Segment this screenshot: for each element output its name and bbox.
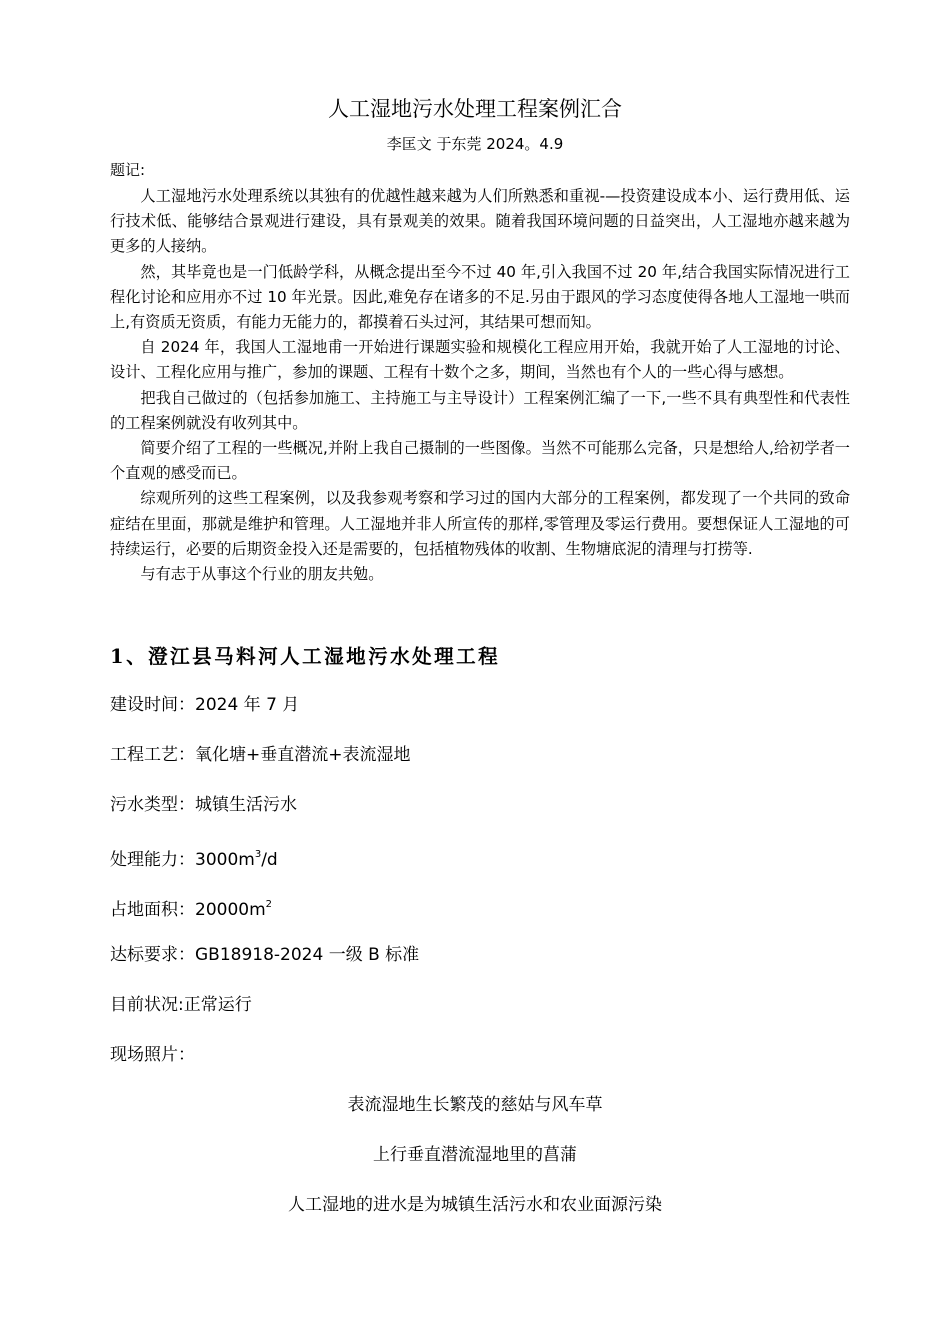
photo-caption: 上行垂直潜流湿地里的菖蒲 <box>373 1145 577 1165</box>
water-type: 污水类型：城镇生活污水 <box>110 795 297 815</box>
intro-label: 题记: <box>110 161 146 179</box>
paragraph: 综观所列的这些工程案例，以及我参观考察和学习过的国内大部分的工程案例，都发现了一个共同的致命症结在里面，那就是维护和管理。人工湿地并非人所宣传的那样,零管理及零运行费用。要想保证人工湿地的可持续运行，必要的后期资金投入还是需要的，包括植物残体的收割、生物塘底泥的清理与打捞等. <box>110 489 850 558</box>
paragraph: 与有志于从事这个行业的朋友共勉。 <box>140 565 384 584</box>
document-title: 人工湿地污水处理工程案例汇合 <box>328 97 622 121</box>
capacity-superscript: 3 <box>254 849 262 860</box>
paragraph: 简要介绍了工程的一些概况,并附上我自己摄制的一些图像。当然不可能那么完备，只是想给人,给初学者一个直观的感受而已。 <box>110 439 850 483</box>
case-heading: 1、澄江县马料河人工湿地污水处理工程 <box>110 645 501 668</box>
author-line: 李匡文 于东莞 2024。4.9 <box>386 135 564 153</box>
status: 目前状况:正常运行 <box>110 995 252 1015</box>
intro-body <box>110 184 850 587</box>
photo-caption: 人工湿地的进水是为城镇生活污水和农业面源污染 <box>288 1195 662 1215</box>
capacity <box>110 843 278 872</box>
paragraph: 自 2024 年，我国人工湿地甫一开始进行课题实验和规模化工程应用开始，我就开始了人工湿地的讨论、设计、工程化应用与推广，参加的课题、工程有十数个之多，期间，当然也有个人的一些心得与感想。 <box>110 338 850 382</box>
capacity-unit: /d <box>261 850 278 870</box>
paragraph: 然，其毕竟也是一门低龄学科，从概念提出至今不过 40 年,引入我国不过 20 年,结合我国实际情况进行工程化讨论和应用亦不过 10 年光景。因此,难免存在诸多的不足.另由于跟风的学习态度使得各地人工湿地一哄而上,有资质无资质，有能力无能力的，都摸着石头过河，其结果可想而知。 <box>110 262 850 332</box>
process: 工程工艺：氧化塘+垂直潜流+表流湿地 <box>110 745 411 765</box>
capacity-label: 处理能力：3000m <box>110 850 255 870</box>
photo-caption: 表流湿地生长繁茂的慈姑与风车草 <box>347 1095 603 1115</box>
paragraph: 把我自己做过的（包括参加施工、主持施工与主导设计）工程案例汇编了一下,一些不具有典型性和代表性的工程案例就没有收列其中。 <box>110 388 850 432</box>
area-superscript: 2 <box>265 899 273 910</box>
standard: 达标要求：GB18918-2024 一级 B 标准 <box>110 945 420 965</box>
area-label: 占地面积：20000m <box>110 900 266 920</box>
build-time: 建设时间：2024 年 7 月 <box>110 695 300 715</box>
paragraph: 人工湿地污水处理系统以其独有的优越性越来越为人们所熟悉和重视-—投资建设成本小、运行费用低、运行技术低、能够结合景观进行建设，具有景观美的效果。随着我国环境问题的日益突出，人工湿地亦越来越为更多的人接纳。 <box>110 187 850 256</box>
photos-label: 现场照片： <box>110 1045 195 1065</box>
area <box>110 893 272 922</box>
